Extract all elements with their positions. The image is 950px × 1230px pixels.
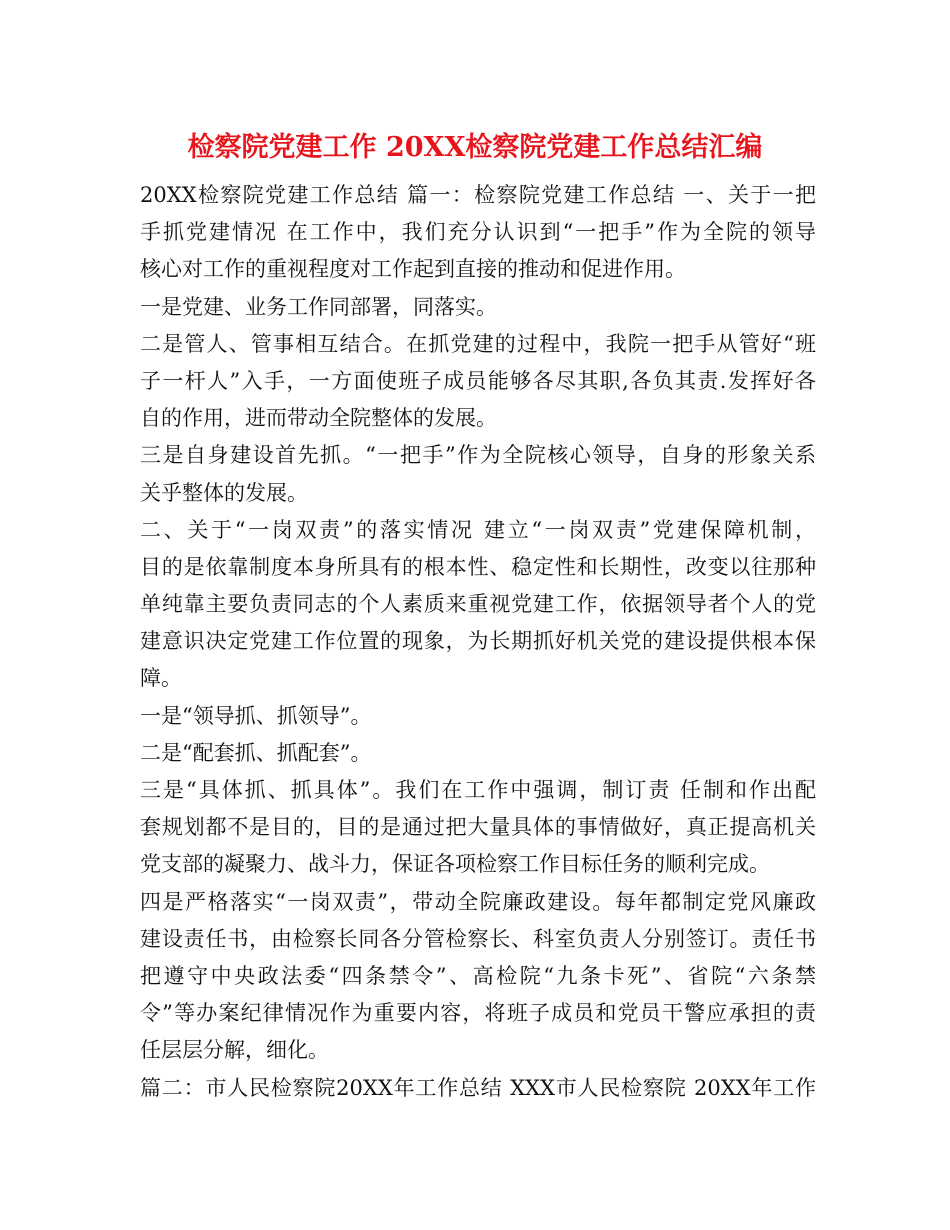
paragraph-line: 套规划都不是目的，目的是通过把大量具体的事情做好，真正提高机关 — [140, 815, 816, 840]
paragraph-line: 二是“配套抓、抓配套”。 — [140, 740, 372, 765]
paragraph-line: 令”等办案纪律情况作为重要内容，将班子成员和党员干警应承担的责 — [140, 1001, 816, 1026]
paragraph-line: 四是严格落实“一岗双责”，带动全院廉政建设。每年都制定党风廉政 — [140, 889, 816, 914]
paragraph-line: 建意识决定党建工作位置的现象，为长期抓好机关党的建设提供根本保 — [140, 629, 816, 654]
paragraph-line: 核心对工作的重视程度对工作起到直接的推动和促进作用。 — [140, 257, 686, 282]
paragraph-line: 把遵守中央政法委“四条禁令”、高检院“九条卡死”、省院“六条禁 — [140, 963, 816, 988]
paragraph-line: 三是自身建设首先抓。“一把手”作为全院核心领导，自身的形象关系 — [140, 443, 816, 468]
paragraph-line: 障。 — [140, 666, 182, 691]
paragraph-line: 篇二：市人民检察院20XX年工作总结 XXX市人民检察院 20XX年工作 — [140, 1075, 816, 1100]
paragraph-line: 手抓党建情况 在工作中，我们充分认识到“一把手”作为全院的领导 — [140, 220, 816, 245]
paragraph-line: 20XX检察院党建工作总结 篇一：检察院党建工作总结 一、关于一把 — [140, 183, 816, 207]
paragraph-line: 一是“领导抓、抓领导”。 — [140, 703, 372, 728]
paragraph-line: 自的作用，进而带动全院整体的发展。 — [140, 406, 497, 431]
paragraph-line: 单纯靠主要负责同志的个人素质来重视党建工作，依据领导者个人的党 — [140, 592, 816, 617]
paragraph-line: 子一杆人”入手，一方面使班子成员能够各尽其职,各负其责.发挥好各 — [140, 368, 816, 393]
paragraph-line: 一是党建、业务工作同部署，同落实。 — [140, 294, 497, 319]
paragraph-line: 目的是依靠制度本身所具有的根本性、稳定性和长期性，改变以往那种 — [140, 554, 816, 579]
document-body — [140, 177, 816, 1107]
paragraph-line: 三是“具体抓、抓具体”。我们在工作中强调，制订责 任制和作出配 — [140, 778, 816, 802]
document-title: 检察院党建工作 20XX检察院党建工作总结汇编 — [187, 132, 763, 163]
paragraph-line: 建设责任书，由检察长同各分管检察长、科室负责人分别签订。责任书 — [140, 926, 816, 951]
paragraph-line: 党支部的凝聚力、战斗力，保证各项检察工作目标任务的顺利完成。 — [140, 852, 770, 877]
paragraph-line: 关乎整体的发展。 — [140, 480, 308, 505]
paragraph-line: 二是管人、管事相互结合。在抓党建的过程中，我院一把手从管好“班 — [140, 331, 816, 356]
paragraph-line: 二、关于“一岗双责”的落实情况 建立“一岗双责”党建保障机制， — [140, 517, 816, 542]
paragraph-line: 任层层分解，细化。 — [140, 1038, 329, 1063]
